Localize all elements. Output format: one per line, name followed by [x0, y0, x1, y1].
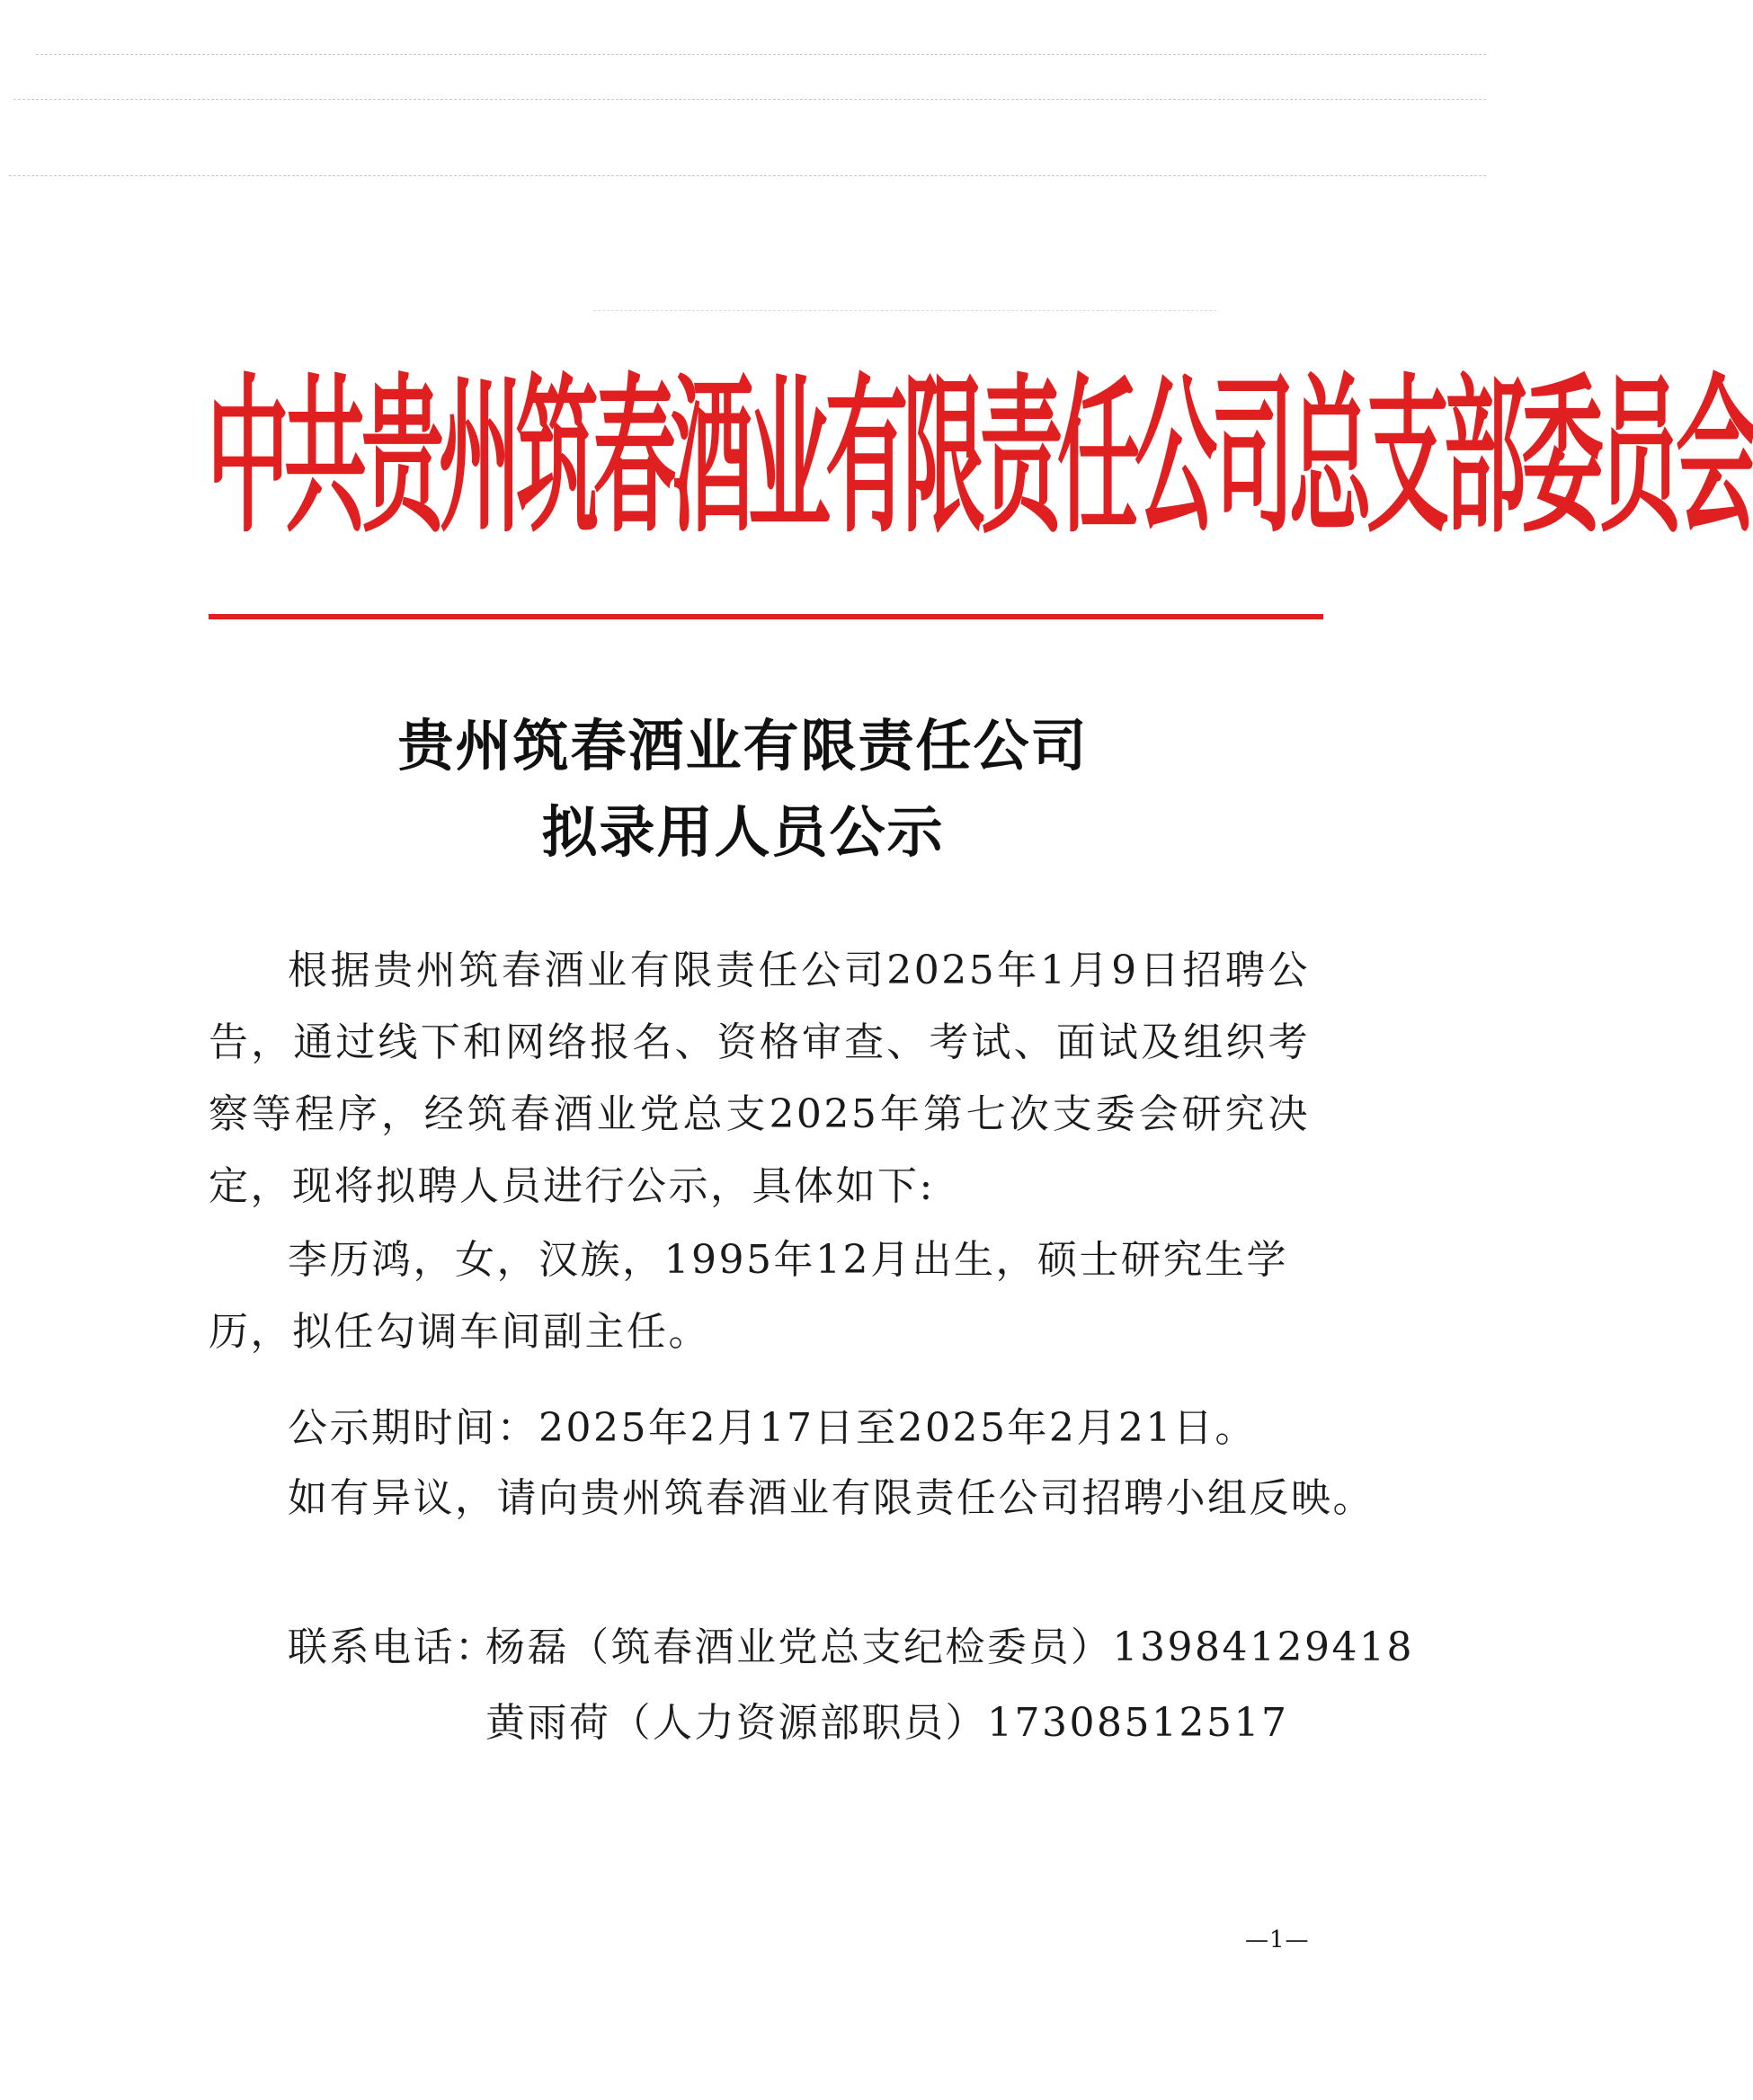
document-title-line1: 贵州筑春酒业有限责任公司 — [397, 713, 1089, 779]
contact-item: 杨磊（筑春酒业党总支纪检委员）13984129418 — [485, 1624, 1414, 1670]
letterhead-title: 中共贵州筑春酒业有限责任公司总支部委员会 — [207, 359, 1753, 556]
objection-notice: 如有异议，请向贵州筑春酒业有限责任公司招聘小组反映。 — [288, 1475, 1375, 1521]
letterhead-red-rule — [209, 614, 1323, 619]
scan-artifact-line — [36, 54, 1486, 55]
scan-artifact-line — [13, 99, 1486, 100]
publicity-period: 公示期时间：2025年2月17日至2025年2月21日。 — [288, 1405, 1257, 1451]
document-title-line2: 拟录用人员公示 — [541, 799, 945, 865]
scan-artifact-line — [9, 175, 1486, 176]
contact-item: 黄雨荷（人力资源部职员）17308512517 — [485, 1700, 1289, 1746]
intro-paragraph: 根据贵州筑春酒业有限责任公司2025年1月9日招聘公告，通过线下和网络报名、资格审查、考试、面试及组织考察等程序，经筑春酒业党总支2025年第七次支委会研究决定，现将拟聘人员进行公示，具体如下: — [209, 948, 1310, 1209]
candidate-paragraph: 李历鸿，女，汉族，1995年12月出生，硕士研究生学历，拟任勾调车间副主任。 — [209, 1237, 1288, 1355]
contact-label: 联系电话： — [288, 1624, 497, 1670]
page-number: —1— — [1245, 1926, 1310, 1953]
